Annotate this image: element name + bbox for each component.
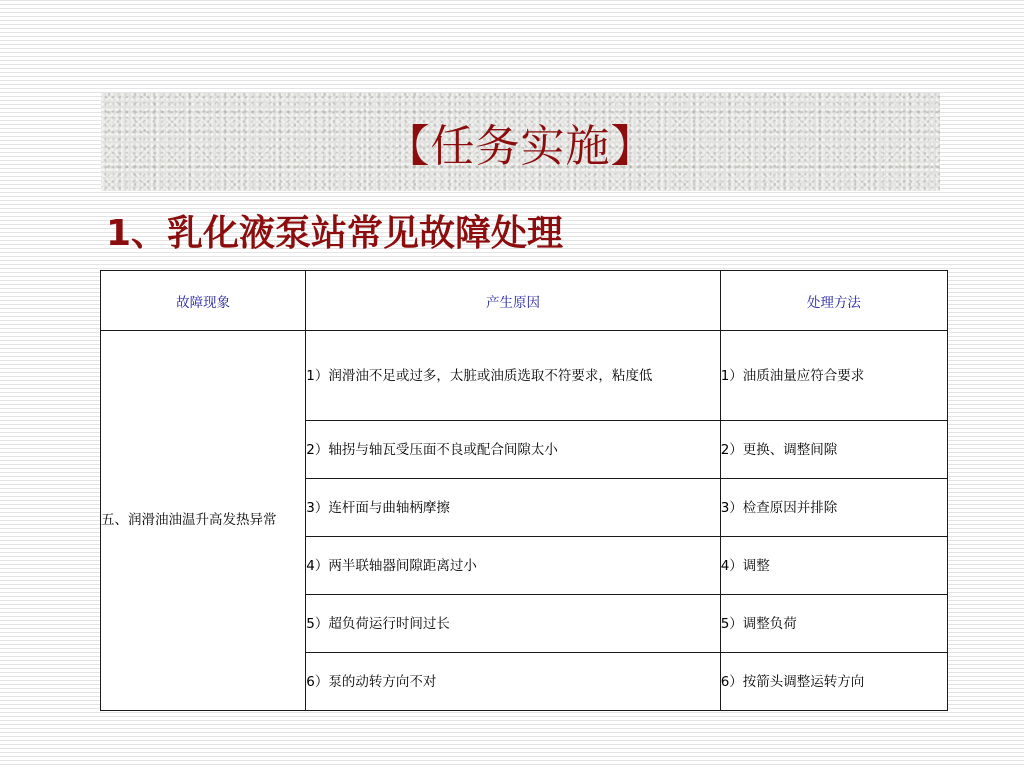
method-cell: 4）调整 [720, 537, 947, 595]
cause-text: 1）润滑油不足或过多，太脏或油质选取不符要求，粘度低 [306, 367, 653, 384]
cause-cell: 4）两半联轴器间隙距离过小 [306, 537, 720, 595]
method-cell: 2）更换、调整间隙 [720, 421, 947, 479]
method-cell: 1）油质油量应符合要求 [720, 331, 947, 421]
fault-table [100, 270, 948, 711]
title-banner [101, 93, 940, 191]
slide-subtitle: 1、乳化液泵站常见故障处理 [106, 213, 564, 254]
cause-cell: 2）轴拐与轴瓦受压面不良或配合间隙太小 [306, 421, 720, 479]
method-cell: 5）调整负荷 [720, 595, 947, 653]
header-symptom: 故障现象 [101, 271, 306, 331]
table-header-row [101, 271, 948, 331]
slide-title: 【任务实施】 [385, 121, 656, 172]
cause-cell: 3）连杆面与曲轴柄摩擦 [306, 479, 720, 537]
header-cause: 产生原因 [306, 271, 720, 331]
method-cell: 6）按箭头调整运转方向 [720, 653, 947, 711]
cause-cell [306, 331, 720, 421]
symptom-cell [101, 331, 306, 711]
header-method: 处理方法 [720, 271, 947, 331]
table-row [101, 331, 948, 421]
cause-cell: 6）泵的动转方向不对 [306, 653, 720, 711]
cause-cell: 5）超负荷运行时间过长 [306, 595, 720, 653]
symptom-text: 五、润滑油油温升高发热异常 [101, 512, 277, 528]
method-cell: 3）检查原因并排除 [720, 479, 947, 537]
